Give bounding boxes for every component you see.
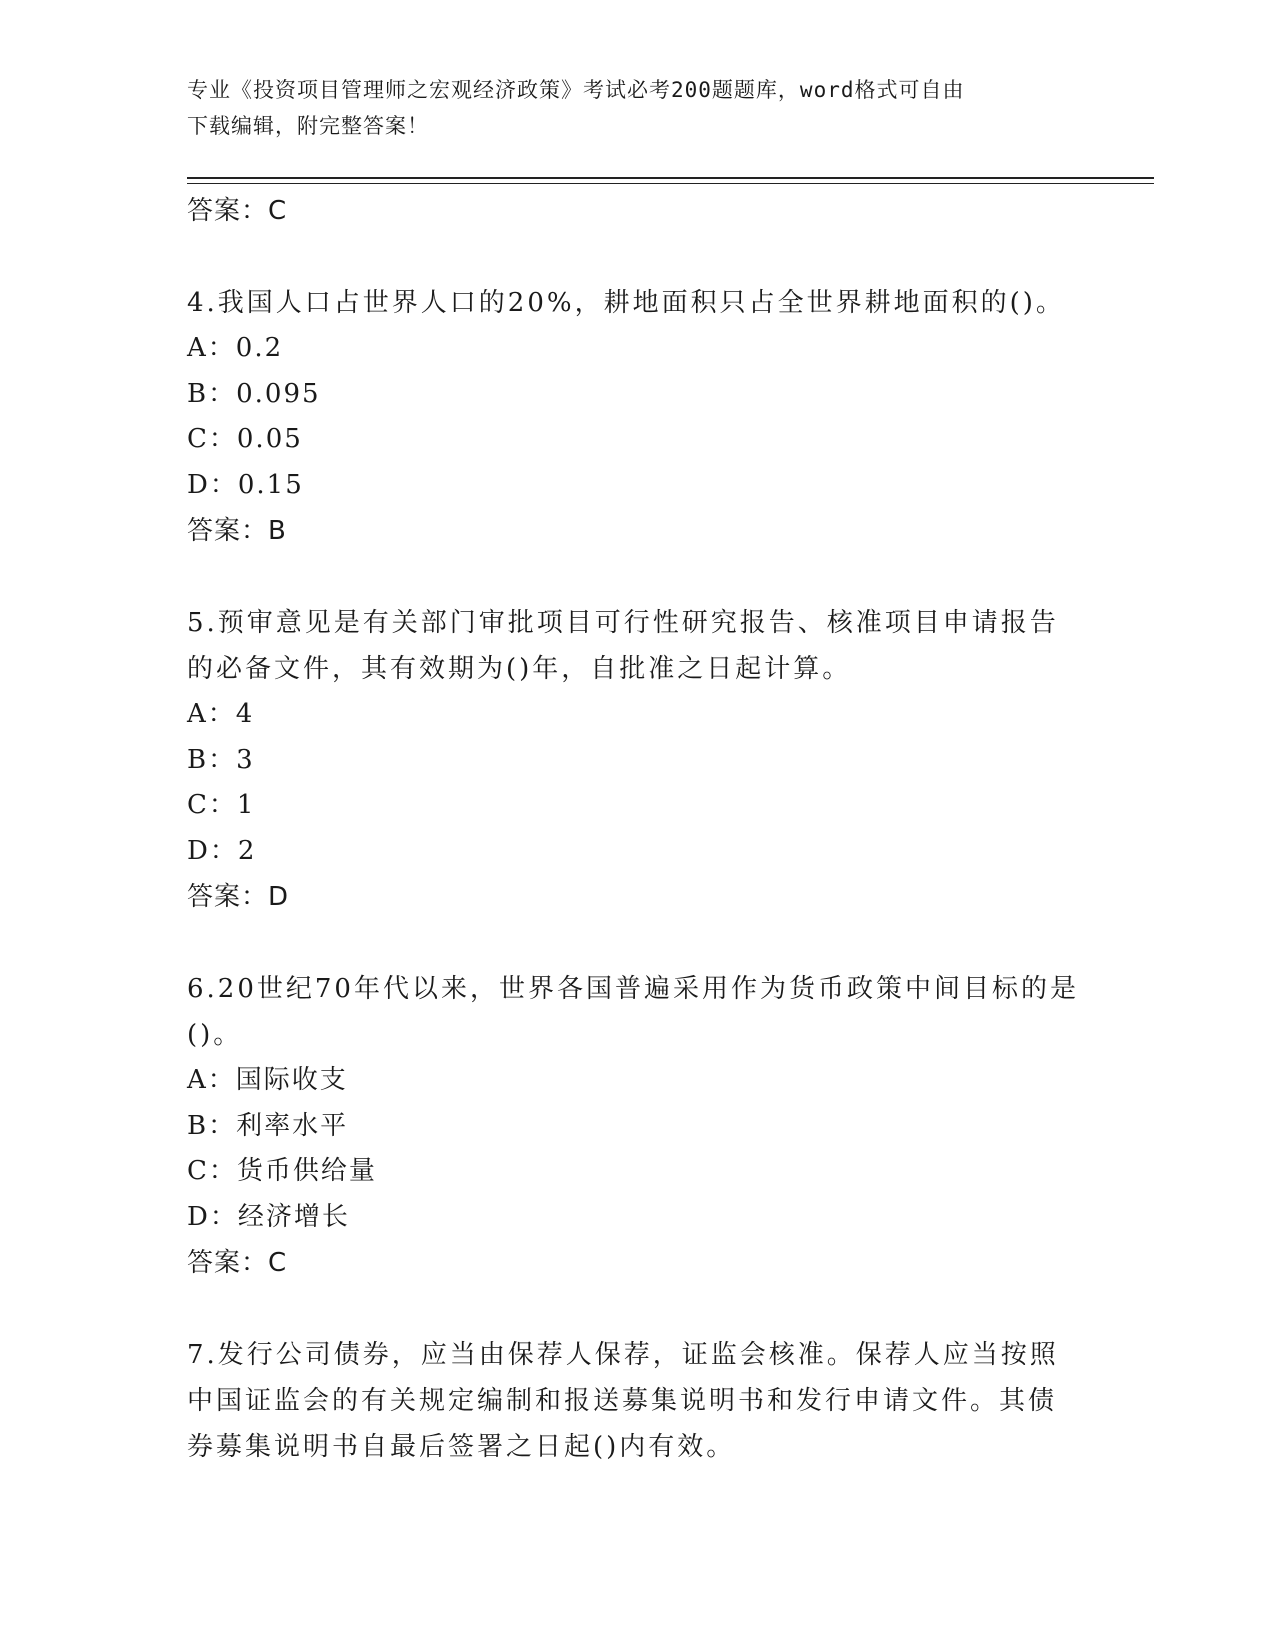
question-text: ()。 <box>187 1020 243 1050</box>
header-line-1: 专业《投资项目管理师之宏观经济政策》考试必考200题题库，word格式可自由 <box>187 78 965 102</box>
option-d: D：2 <box>187 835 257 866</box>
question-block <box>187 1332 1087 1470</box>
question-text: 6.20世纪70年代以来，世界各国普遍采用作为货币政策中间目标的是 <box>187 974 1079 1004</box>
option-c: C：0.05 <box>187 424 303 454</box>
option-d: D：0.15 <box>187 469 304 500</box>
header-line-2: 下载编辑，附完整答案！ <box>187 114 429 138</box>
option-b: B：3 <box>187 744 255 775</box>
question-text: 券募集说明书自最后签署之日起()内有效。 <box>187 1432 736 1462</box>
question-text: 5.预审意见是有关部门审批项目可行性研究报告、核准项目申请报告 <box>187 608 1059 638</box>
question-block <box>187 600 1087 920</box>
question-text: 中国证监会的有关规定编制和报送募集说明书和发行申请文件。其债 <box>187 1386 1058 1416</box>
option-a: A：国际收支 <box>187 1065 348 1095</box>
document-header <box>187 72 1067 144</box>
answer-label: 答案：C <box>187 196 288 226</box>
header-divider-thin <box>187 183 1154 184</box>
answer-label: 答案：C <box>187 1248 288 1278</box>
option-b: B：0.095 <box>187 378 321 409</box>
option-c: C：1 <box>187 790 256 820</box>
option-a: A：4 <box>187 699 255 729</box>
question-block <box>187 966 1087 1286</box>
header-divider-thick <box>187 177 1154 179</box>
option-b: B：利率水平 <box>187 1110 349 1141</box>
question-block <box>187 280 1087 554</box>
question-text: 4.我国人口占世界人口的20%，耕地面积只占全世界耕地面积的()。 <box>187 288 1065 318</box>
question-text: 的必备文件，其有效期为()年，自批准之日起计算。 <box>187 654 852 684</box>
option-c: C：货币供给量 <box>187 1156 377 1186</box>
option-a: A：0.2 <box>187 333 284 363</box>
answer-label: 答案：B <box>187 516 287 546</box>
question-list <box>187 188 1087 1470</box>
question-text: 7.发行公司债券，应当由保荐人保荐，证监会核准。保荐人应当按照 <box>187 1340 1059 1370</box>
answer-label: 答案：D <box>187 882 290 912</box>
option-d: D：经济增长 <box>187 1201 350 1232</box>
